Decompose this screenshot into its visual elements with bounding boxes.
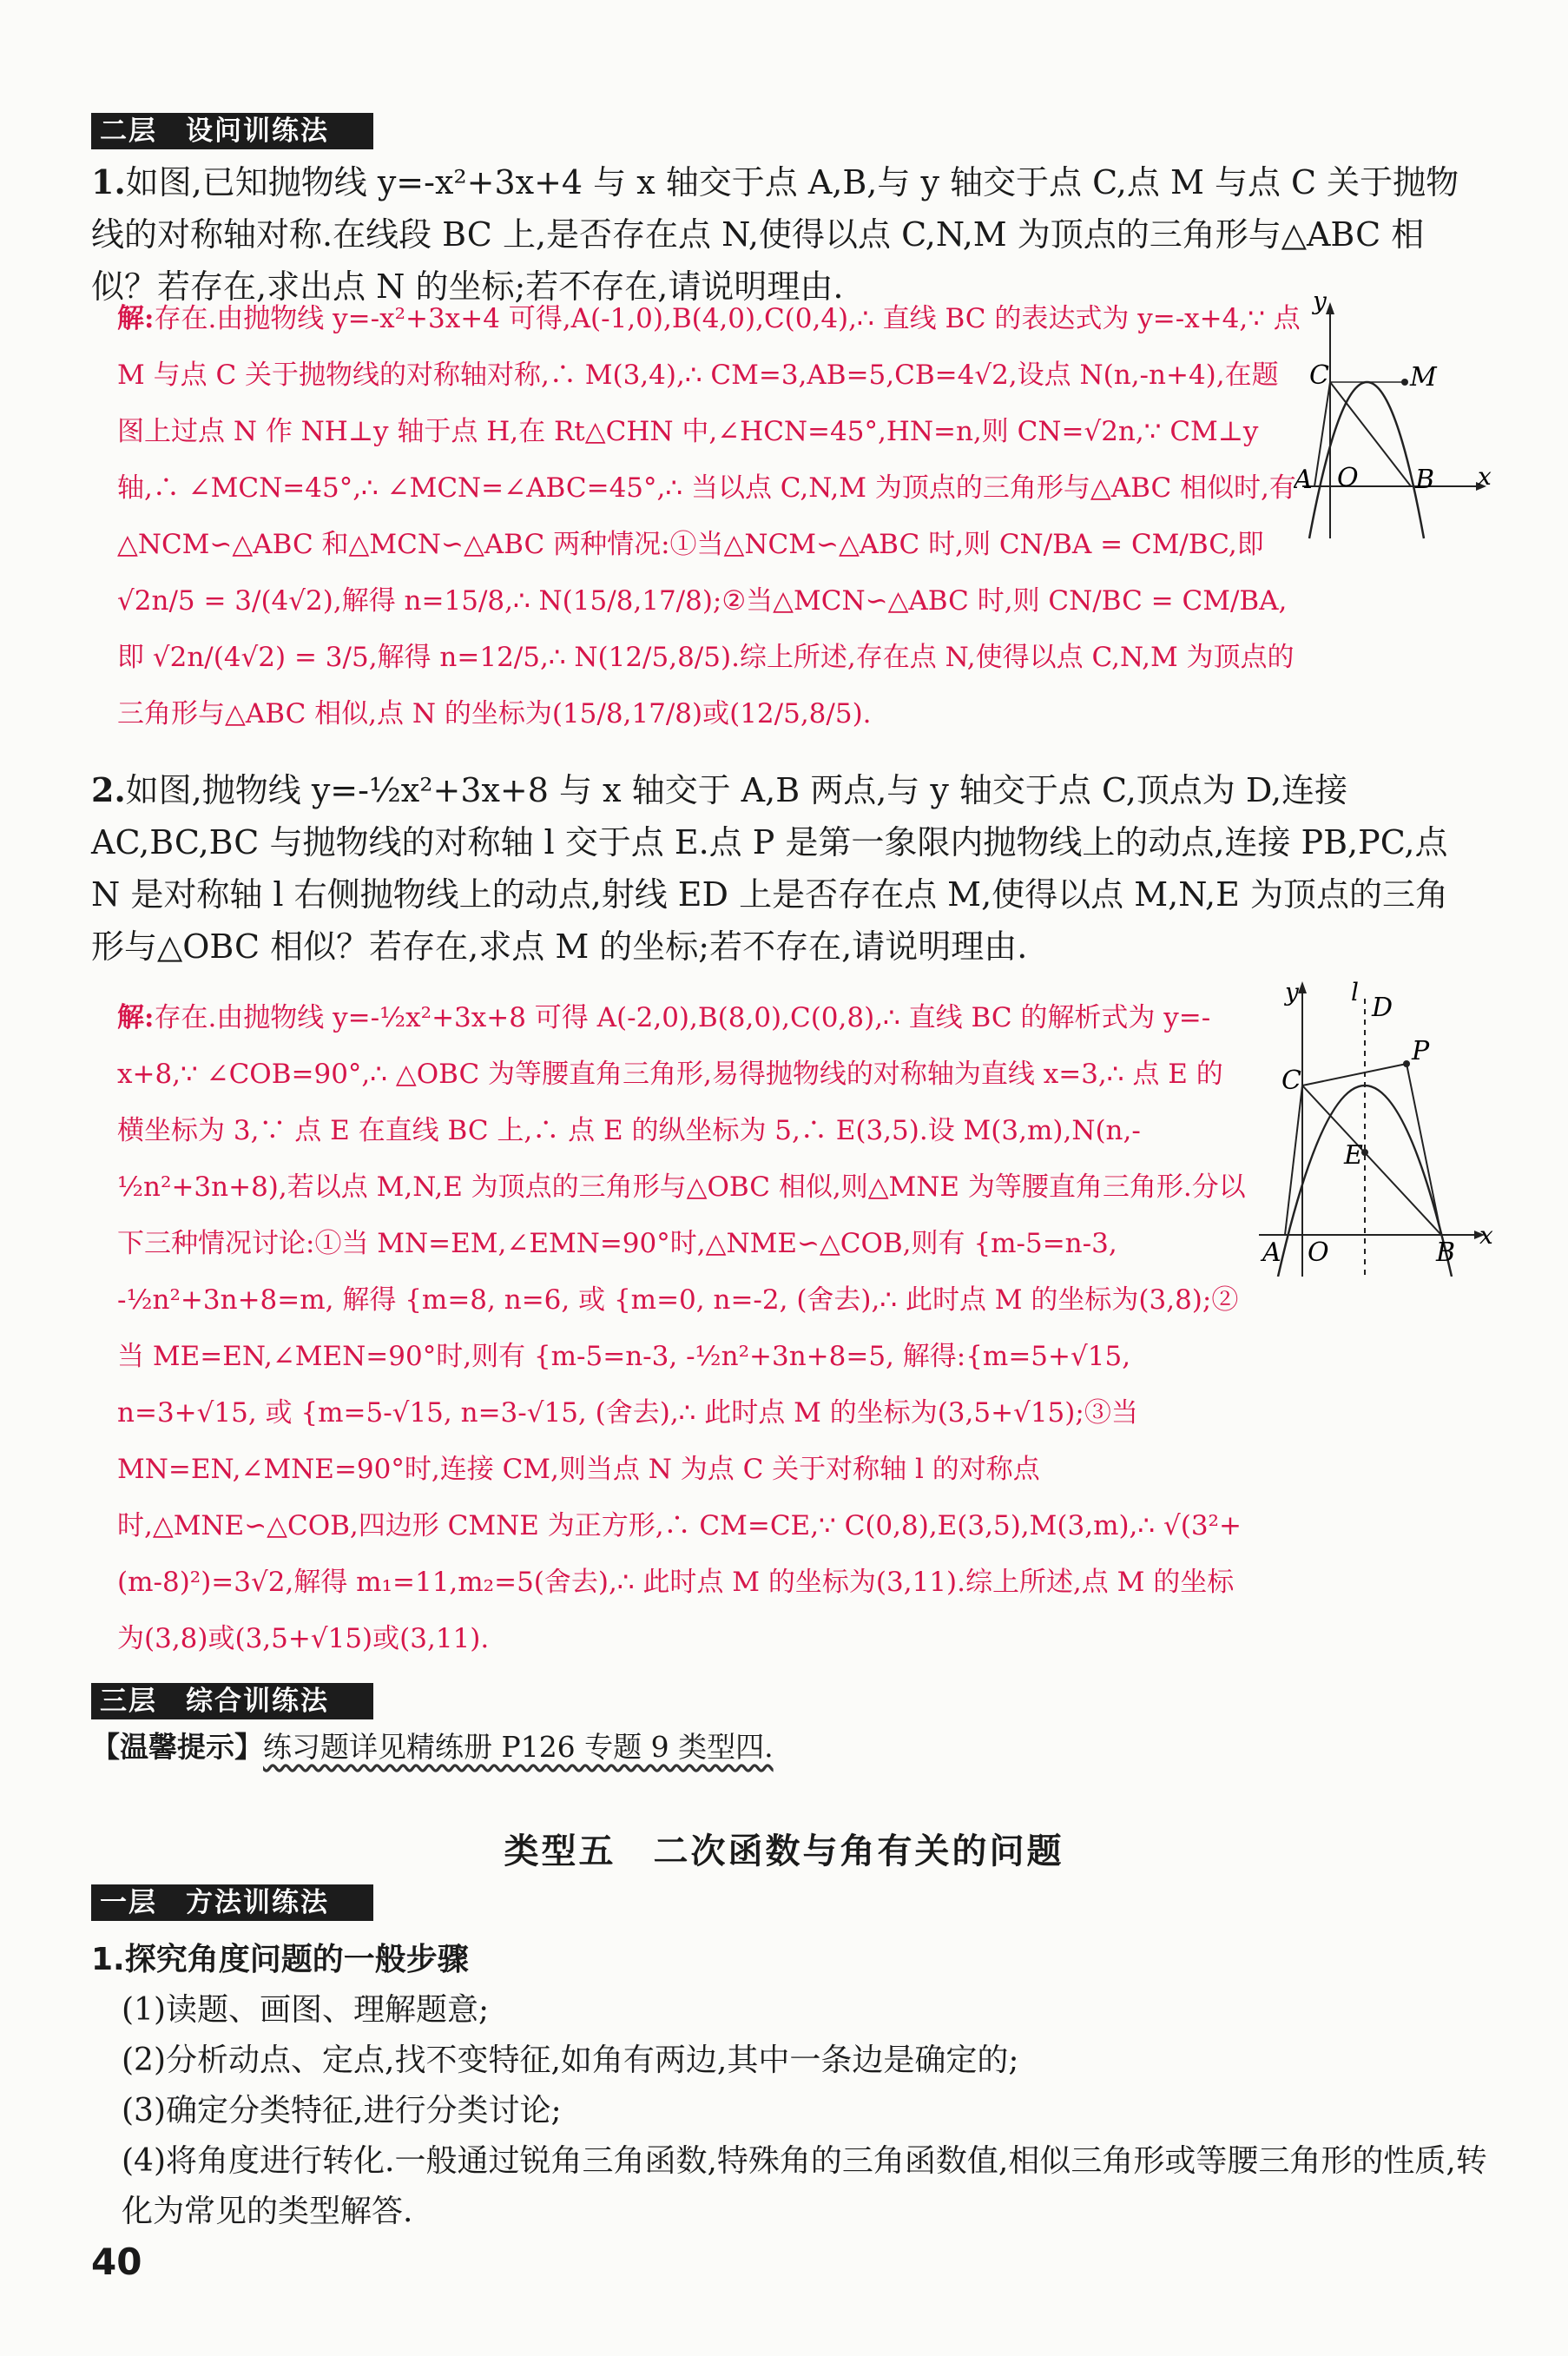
solution-2 [117, 990, 1246, 1667]
fig1-label-M: M [1410, 362, 1437, 393]
fig2-label-D: D [1372, 993, 1393, 1023]
fig2-label-y: y [1285, 981, 1299, 1006]
tier-label-3: 三层 综合训练法 [91, 1683, 373, 1719]
fig2-label-C: C [1281, 1066, 1301, 1096]
hint-text: 练习题详见精练册 P126 专题 9 类型四. [263, 1730, 774, 1764]
question-2-number: 2. [91, 770, 126, 809]
fig1-label-O: O [1337, 463, 1359, 493]
fig1-label-B: B [1415, 465, 1435, 495]
step-item: (4)将角度进行转化.一般通过锐角三角函数,特殊角的三角函数值,相似三角形或等腰三角形的性质,转化为常见的类型解答. [122, 2143, 1487, 2229]
fig1-label-A: A [1294, 465, 1313, 495]
fig1-label-y: y [1313, 295, 1327, 315]
page-number: 40 [91, 2241, 142, 2283]
solution-1-label: 解: [117, 303, 155, 334]
fig2-label-P: P [1412, 1036, 1430, 1066]
step-item: (3)确定分类特征,进行分类讨论; [122, 2093, 562, 2128]
hint-label: 【温馨提示】 [91, 1730, 263, 1764]
section-heading: 类型五 二次函数与角有关的问题 [504, 1831, 1064, 1871]
fig1-label-x: x [1478, 462, 1492, 491]
hint [91, 1728, 774, 1766]
fig1-label-C: C [1309, 360, 1329, 391]
question-1 [91, 156, 1480, 313]
steps-block [91, 1935, 1489, 2237]
tier-label-2: 二层 设问训练法 [91, 113, 373, 149]
solution-1 [117, 291, 1302, 742]
fig2-label-A: A [1262, 1237, 1281, 1268]
steps-title: 1.探究角度问题的一般步骤 [91, 1942, 469, 1977]
solution-2-label: 解: [117, 1002, 155, 1033]
question-1-text: 如图,已知抛物线 y=-x²+3x+4 与 x 轴交于点 A,B,与 y 轴交于点 C,点 M 与点 C 关于抛物线的对称轴对称.在线段 BC 上,是否存在点 N,使得以点 C,N,M 为顶点的三角形与△ABC 相似？若存在,求出点 N 的坐标;若不存在,请说明理由. [91, 163, 1459, 306]
solution-2-text: 存在.由抛物线 y=-½x²+3x+8 可得 A(-2,0),B(8,0),C(0,8),∴ 直线 BC 的解析式为 y=-x+8,∵ ∠COB=90°,∴ △OBC 为等腰直角三角形,易得抛物线的对称轴为直线 x=3,∴ 点 E 的横坐标为 3,∵ 点 E 在直线 BC 上,∴ 点 E 的纵坐标为 5,∴ E(3,5).设 M(3,m),N(n,-½n²+3n+8),若以点 M,N,E 为顶点的三角形与△OBC 相似,则△MNE 为等腰直角三角形.分以下三种情况讨论:①当 MN=EM,∠EMN=90°时,△NME∽△COB,则有 {m-5=n-3, -½n²+3n+8=m, 解得 {m=8, n=6, 或 {m=0, n=-2, (舍去),∴ 此时点 M 的坐标为(3,8);②当 ME=EN,∠MEN=90°时,则有 {m-5=n-3, -½n²+3n+8=5, 解得:{m=5+√15, n=3+√15, 或 {m=5-√15, n=3-√15, (舍去),∴ 此时点 M 的坐标为(3,5+√15);③当 MN=EN,∠MNE=90°时,连接 CM,则当点 N 为点 C 关于对称轴 l 的对称点时,△MNE∽△COB,四边形 CMNE 为正方形,∴ CM=CE,∵ C(0,8),E(3,5),M(3,m),∴ √(3²+(m-8)²)=3√2,解得 m₁=11,m₂=5(舍去),∴ 此时点 M 的坐标为(3,11).综上所述,点 M 的坐标为(3,8)或(3,5+√15)或(3,11). [117, 1002, 1246, 1654]
question-2-text: 如图,抛物线 y=-½x²+3x+8 与 x 轴交于 A,B 两点,与 y 轴交于点 C,顶点为 D,连接 AC,BC,BC 与抛物线的对称轴 l 交于点 E.点 P 是第一象限内抛物线上的动点,连接 PB,PC,点 N 是对称轴 l 右侧抛物线上的动点,射线 ED 上是否存在点 M,使得以点 M,N,E 为顶点的三角形与△OBC 相似？若存在,求点 M 的坐标;若不存在,请说明理由. [91, 771, 1448, 966]
fig2-label-E: E [1344, 1140, 1363, 1171]
fig2-label-x: x [1479, 1221, 1493, 1250]
step-item: (1)读题、画图、理解题意; [122, 1992, 490, 2028]
fig2-label-B: B [1436, 1237, 1456, 1268]
figure-2 [1250, 981, 1502, 1277]
step-item: (2)分析动点、定点,找不变特征,如角有两边,其中一条边是确定的; [122, 2043, 1019, 2078]
fig2-label-O: O [1308, 1237, 1329, 1268]
tier-label-1: 一层 方法训练法 [91, 1884, 373, 1921]
question-2 [91, 764, 1480, 973]
solution-1-text: 存在.由抛物线 y=-x²+3x+4 可得,A(-1,0),B(4,0),C(0,4),∴ 直线 BC 的表达式为 y=-x+4,∵ 点 M 与点 C 关于抛物线的对称轴对称,∴ M(3,4),∴ CM=3,AB=5,CB=4√2,设点 N(n,-n+4),在题图上过点 N 作 NH⊥y 轴于点 H,在 Rt△CHN 中,∠HCN=45°,HN=n,则 CN=√2n,∵ CM⊥y 轴,∴ ∠MCN=45°,∴ ∠MCN=∠ABC=45°,∴ 当以点 C,N,M 为顶点的三角形与△ABC 相似时,有△NCM∽△ABC 和△MCN∽△ABC 两种情况:①当△NCM∽△ABC 时,则 CN/BA = CM/BC,即 √2n/5 = 3/(4√2),解得 n=15/8,∴ N(15/8,17/8);②当△MCN∽△ABC 时,则 CN/BC = CM/BA,即 √2n/(4√2) = 3/5,解得 n=12/5,∴ N(12/5,8/5).综上所述,存在点 N,使得以点 C,N,M 为顶点的三角形与△ABC 相似,点 N 的坐标为(15/8,17/8)或(12/5,8/5). [117, 303, 1301, 729]
question-1-number: 1. [91, 162, 126, 201]
fig2-label-l: l [1351, 981, 1359, 1006]
figure-1 [1294, 295, 1493, 547]
